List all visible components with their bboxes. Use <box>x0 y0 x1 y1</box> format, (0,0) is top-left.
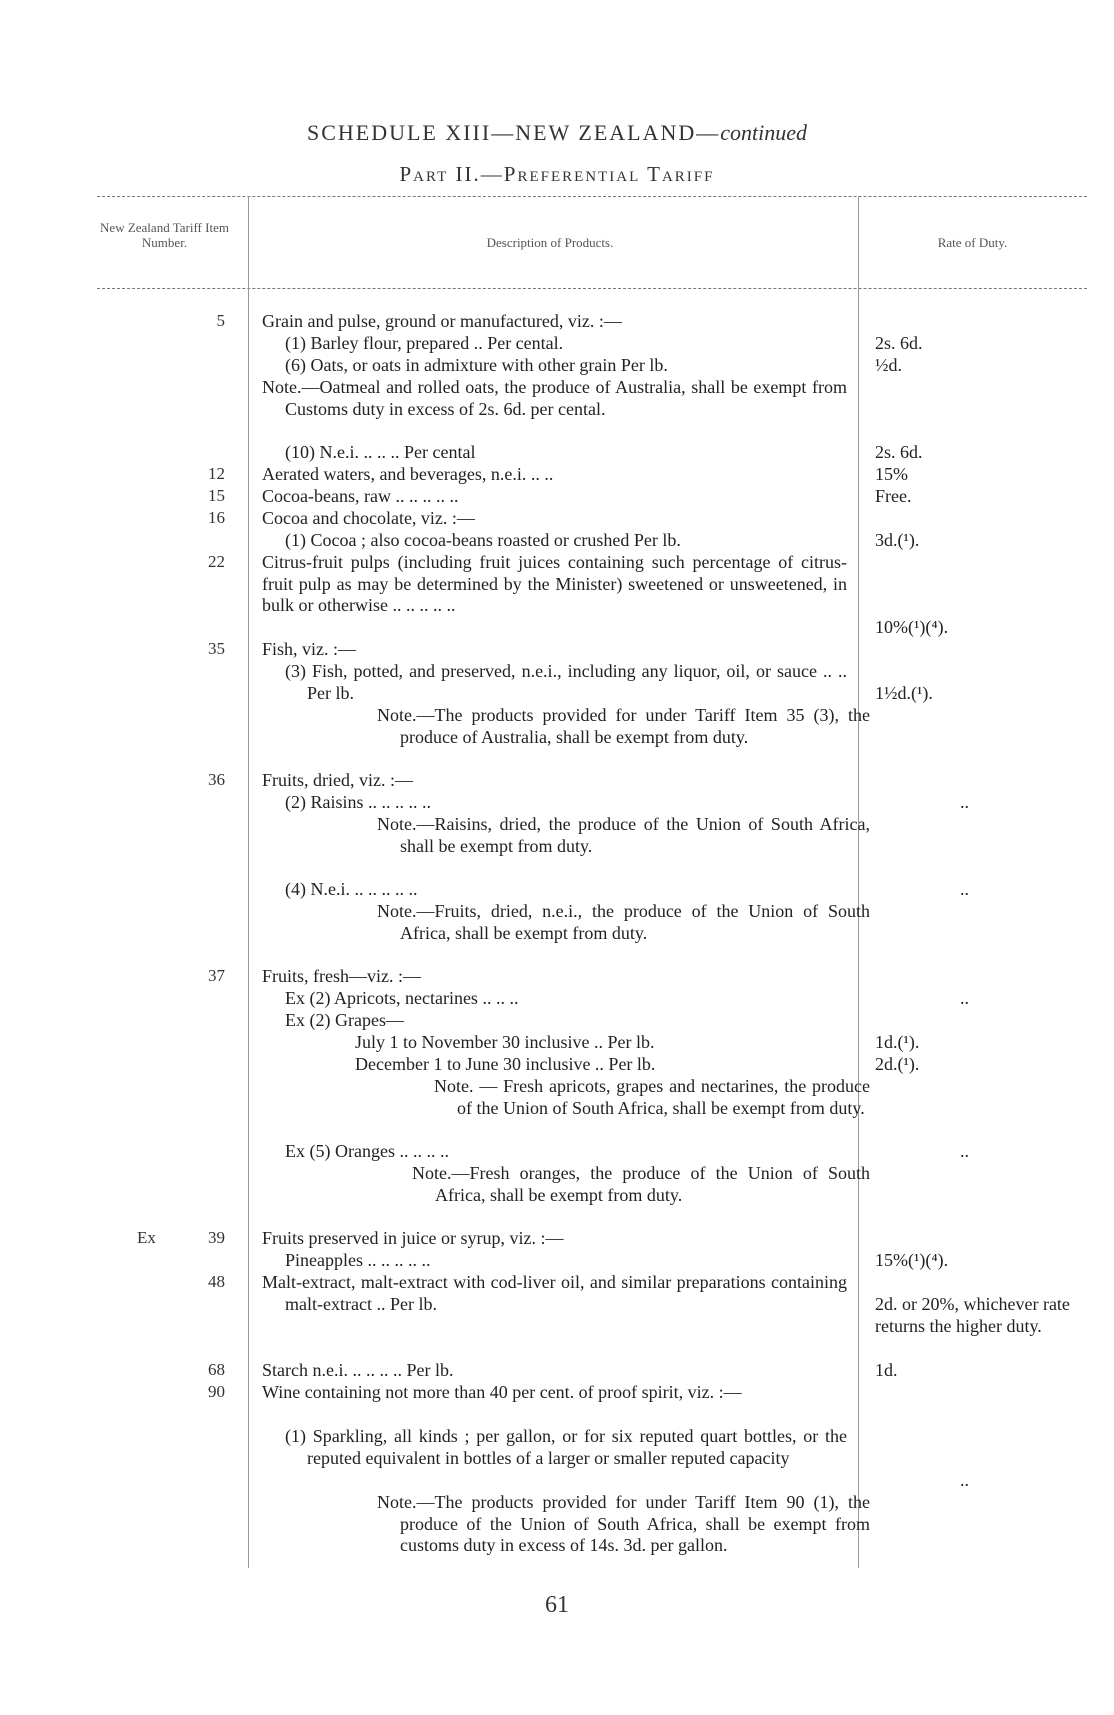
item-subdescription: (1) Barley flour, prepared .. Per cental. <box>285 333 564 353</box>
item-description: Fish, viz. :— <box>262 639 357 659</box>
item-subdescription: Pineapples .. .. .. .. .. <box>285 1250 431 1270</box>
item-number: 35 <box>208 639 225 658</box>
item-note: Note.—The products provided for under Tariff Item 90 (1), the produce of the Union of South Africa, shall be exempt from customs duty in excess of 14s. 3d. per gallon. <box>377 1492 870 1555</box>
schedule-title-text: SCHEDULE XIII—NEW ZEALAND— <box>306 120 721 145</box>
column-header-item-number: New Zealand Tariff Item Number. <box>100 220 229 250</box>
page-number: 61 <box>545 1592 569 1618</box>
item-note: Note.—The products provided for under Tariff Item 35 (3), the produce of Australia, shall be exempt from duty. <box>377 705 870 747</box>
item-number <box>97 1228 225 1248</box>
item-number-value: 39 <box>208 1228 225 1247</box>
column-divider-left <box>248 196 249 1568</box>
header-bottom-rule <box>97 288 1087 289</box>
item-note: Note.—Oatmeal and rolled oats, the produce of Australia, shall be exempt from Customs duty in excess of 2s. 6d. per cental. <box>262 377 847 419</box>
item-subdescription: (2) Raisins .. .. .. .. .. <box>285 792 431 812</box>
item-note: Note.—Raisins, dried, the produce of the Union of South Africa, shall be exempt from duty. <box>377 814 870 856</box>
duty-rate: 2s. 6d. <box>875 442 923 462</box>
item-subdescription: Ex (2) Apricots, nectarines .. .. .. <box>285 988 519 1008</box>
item-number: 48 <box>208 1272 225 1291</box>
item-subdescription: (10) N.e.i. .. .. .. Per cental <box>285 442 476 462</box>
item-subdescription: Ex (2) Grapes— <box>285 1010 404 1030</box>
item-subdescription: (4) N.e.i. .. .. .. .. .. <box>285 879 418 899</box>
item-note: Note. — Fresh apricots, grapes and nectarines, the produce of the Union of South Africa, shall be exempt from duty. <box>434 1076 870 1118</box>
item-description: Fruits, dried, viz. :— <box>262 770 413 790</box>
duty-rate: .. <box>960 792 969 812</box>
column-header-rate: Rate of Duty. <box>937 235 1008 250</box>
duty-rate: .. <box>960 1141 969 1161</box>
item-description: Citrus-fruit pulps (including fruit juices containing such percentage of citrus-fruit pulp as may be determined by the Minister) sweetened or unsweetened, in bulk or otherwise .. .. .. .. .. <box>262 552 847 615</box>
column-divider-right <box>858 196 859 1568</box>
part-subtitle: Part II.—Preferential Tariff <box>399 162 715 186</box>
item-description: Wine containing not more than 40 per cent. of proof spirit, viz. :— <box>262 1382 742 1402</box>
item-number: 37 <box>208 966 225 985</box>
duty-rate: 15% <box>875 464 908 484</box>
duty-rate: 15%(¹)(⁴). <box>875 1250 949 1270</box>
item-number: 5 <box>216 311 225 330</box>
schedule-title-continued: continued <box>720 120 808 145</box>
duty-rate: ½d. <box>875 355 902 375</box>
header-top-rule <box>97 196 1087 197</box>
item-subdescription: December 1 to June 30 inclusive .. Per lb. <box>355 1054 656 1074</box>
item-description: Grain and pulse, ground or manufactured, viz. :— <box>262 311 622 331</box>
schedule-title <box>0 120 1114 146</box>
duty-rate: Free. <box>875 486 912 506</box>
duty-rate: 2d.(¹). <box>875 1054 920 1074</box>
item-description: Cocoa and chocolate, viz. :— <box>262 508 475 528</box>
duty-rate: 1d. <box>875 1360 898 1380</box>
item-subdescription: Ex (5) Oranges .. .. .. .. <box>285 1141 449 1161</box>
duty-rate: .. <box>960 879 969 899</box>
duty-rate: 10%(¹)(⁴). <box>875 617 949 637</box>
duty-rate: 1d.(¹). <box>875 1032 920 1052</box>
item-number: 12 <box>208 464 225 483</box>
item-number: 36 <box>208 770 225 789</box>
item-note: Note.—Fruits, dried, n.e.i., the produce of the Union of South Africa, shall be exempt from duty. <box>377 901 870 943</box>
item-subdescription: July 1 to November 30 inclusive .. Per lb. <box>355 1032 655 1052</box>
item-description: Starch n.e.i. .. .. .. .. Per lb. <box>262 1360 454 1380</box>
item-number: 15 <box>208 486 225 505</box>
item-description: Cocoa-beans, raw .. .. .. .. .. <box>262 486 459 506</box>
duty-rate: 1½d.(¹). <box>875 683 933 703</box>
item-subdescription: (1) Cocoa ; also cocoa-beans roasted or crushed Per lb. <box>285 530 681 550</box>
column-header-description: Description of Products. <box>486 235 614 250</box>
item-number: 90 <box>208 1382 225 1401</box>
item-description: Malt-extract, malt-extract with cod-liver oil, and similar preparations containing malt-extract .. Per lb. <box>262 1272 847 1314</box>
item-description: Fruits preserved in juice or syrup, viz. :— <box>262 1228 564 1248</box>
duty-rate: 2s. 6d. <box>875 333 923 353</box>
duty-rate: .. <box>960 988 969 1008</box>
item-subdescription: (3) Fish, potted, and preserved, n.e.i., including any liquor, oil, or sauce .. .. Per lb. <box>285 661 847 703</box>
ex-prefix: Ex <box>137 1228 156 1247</box>
item-number: 22 <box>208 552 225 571</box>
duty-rate: 3d.(¹). <box>875 530 920 550</box>
item-subdescription: (1) Sparkling, all kinds ; per gallon, or for six reputed quart bottles, or the reputed equivalent in bottles of a larger or smaller reputed capacity <box>285 1426 847 1468</box>
item-subdescription: (6) Oats, or oats in admixture with other grain Per lb. <box>285 355 668 375</box>
item-number: 16 <box>208 508 225 527</box>
item-number: 68 <box>208 1360 225 1379</box>
item-note: Note.—Fresh oranges, the produce of the Union of South Africa, shall be exempt from duty. <box>412 1163 870 1205</box>
item-description: Aerated waters, and beverages, n.e.i. .. .. <box>262 464 554 484</box>
item-description: Fruits, fresh—viz. :— <box>262 966 421 986</box>
duty-rate: 2d. or 20%, whichever rate returns the higher duty. <box>875 1294 1070 1336</box>
duty-rate: .. <box>960 1470 969 1490</box>
